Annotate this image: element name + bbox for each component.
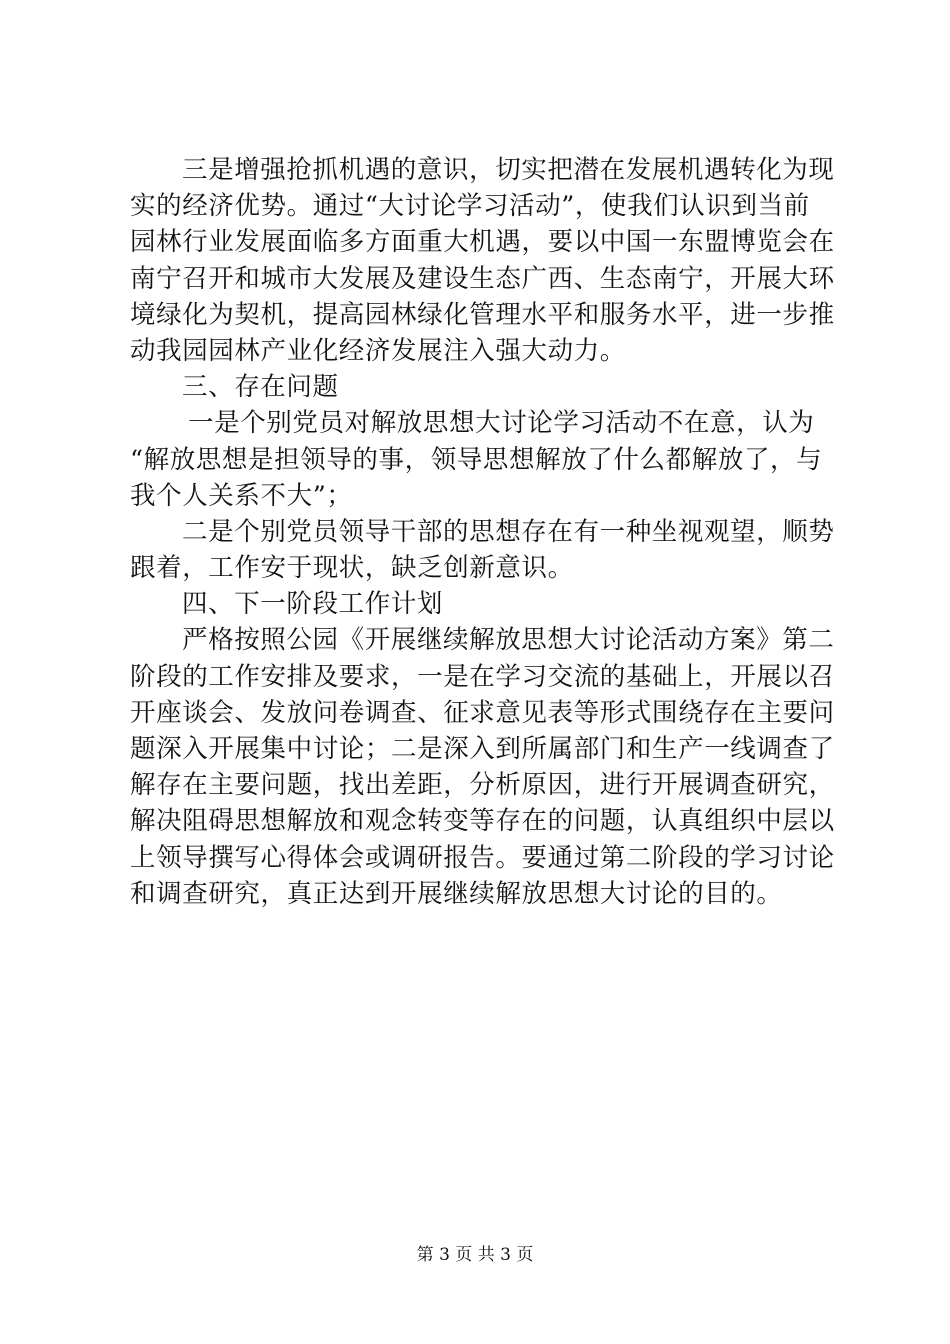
paragraph-line: 二是个别党员领导干部的思想存在有一种坐视观望，顺势: [182, 516, 835, 547]
page-number-label: 第 3 页 共 3 页: [416, 1245, 534, 1265]
paragraph-line: “解放思想是担领导的事，领导思想解放了什么都解放了，与: [130, 444, 823, 475]
page-footer: [0, 1244, 950, 1266]
paragraph-line: 境绿化为契机，提高园林绿化管理水平和服务水平，进一步推: [130, 299, 835, 330]
document-body: [130, 152, 835, 912]
paragraph-line: 园林行业发展面临多方面重大机遇，要以中国一东盟博览会在: [130, 227, 835, 258]
paragraph-line: 严格按照公园《开展继续解放思想大讨论活动方案》第二: [182, 625, 835, 656]
paragraph-line: 我个人关系不大”；: [130, 480, 353, 511]
paragraph-line: 题深入开展集中讨论；二是深入到所属部门和生产一线调查了: [130, 734, 835, 764]
paragraph-line: 解决阻碍思想解放和观念转变等存在的问题，认真组织中层以: [130, 806, 835, 837]
paragraph-line: 解存在主要问题，找出差距，分析原因，进行开展调查研究，: [130, 770, 835, 801]
section-heading: 四、下一阶段工作计划: [182, 589, 444, 620]
paragraph-line: 三是增强抢抓机遇的意识，切实把潜在发展机遇转化为现: [182, 155, 835, 185]
paragraph-line: 阶段的工作安排及要求，一是在学习交流的基础上，开展以召: [130, 661, 835, 692]
paragraph-line: 实的经济优势。通过“大讨论学习活动”，使我们认识到当前: [130, 191, 810, 222]
paragraph-line: 和调查研究，真正达到开展继续解放思想大讨论的目的。: [130, 878, 783, 909]
paragraph-line: 上领导撰写心得体会或调研报告。要通过第二阶段的学习讨论: [130, 842, 835, 873]
paragraph-line: 一是个别党员对解放思想大讨论学习活动不在意，认为: [188, 408, 815, 439]
paragraph-line: 动我园园林产业化经济发展注入强大动力。: [130, 335, 626, 366]
section-heading: 三、存在问题: [182, 372, 339, 403]
paragraph-line: 跟着，工作安于现状，缺乏创新意识。: [130, 553, 574, 584]
paragraph-line: 南宁召开和城市大发展及建设生态广西、生态南宁，开展大环: [130, 263, 835, 294]
paragraph-line: 开座谈会、发放问卷调查、征求意见表等形式围绕存在主要问: [130, 697, 835, 728]
